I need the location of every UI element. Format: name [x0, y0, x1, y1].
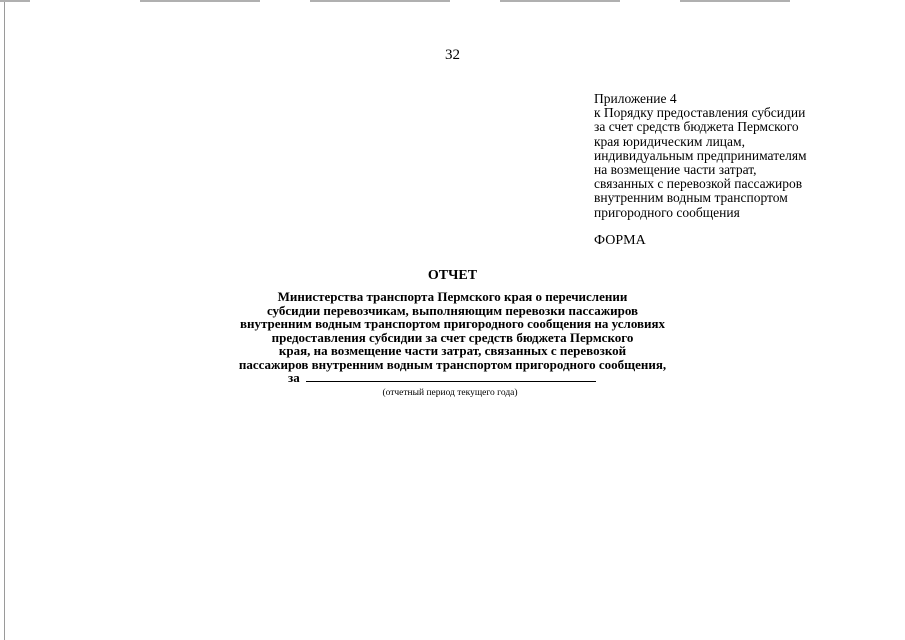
top-edge-mark — [0, 0, 30, 2]
reporting-period-line — [288, 369, 596, 386]
period-prefix: за — [288, 370, 300, 385]
report-line: Министерства транспорта Пермского края о перечислении — [277, 289, 628, 304]
report-line: края, на возмещение части затрат, связанных с перевозкой — [278, 343, 627, 359]
top-edge-mark — [310, 0, 450, 2]
report-title — [0, 268, 905, 284]
appendix-line: внутренним водным транспортом — [594, 190, 788, 206]
top-edge-mark — [680, 0, 790, 2]
report-line: субсидии перевозчикам, выполняющим перевозки пассажиров — [266, 302, 639, 318]
page-number — [0, 47, 905, 64]
period-blank-field — [306, 369, 596, 382]
report-line: пассажиров внутренним водным транспортом пригородного сообщения, — [238, 356, 667, 372]
appendix-line: на возмещение части затрат, — [594, 162, 757, 178]
appendix-line: пригородного сообщения — [594, 204, 740, 220]
report-description — [180, 290, 725, 372]
appendix-line: к Порядку предоставления субсидии — [594, 105, 806, 121]
appendix-line: края юридическим лицам, — [594, 133, 745, 149]
report-line: предоставления субсидии за счет средств бюджета Пермского — [271, 329, 634, 345]
period-caption: (отчетный период текущего года) — [382, 388, 518, 398]
appendix-line: связанных с перевозкой пассажиров — [594, 176, 803, 192]
appendix-line: Приложение 4 — [594, 91, 677, 106]
report-title-text: ОТЧЕТ — [427, 268, 478, 283]
page-number-text: 32 — [445, 47, 460, 63]
report-line: внутренним водным транспортом пригородного сообщения на условиях — [239, 316, 666, 332]
top-edge-mark — [500, 0, 620, 2]
appendix-line: за счет средств бюджета Пермского — [594, 119, 799, 135]
appendix-header — [594, 92, 894, 220]
form-label: ФОРМА — [594, 233, 646, 248]
appendix-line: индивидуальным предпринимателям — [594, 147, 807, 163]
top-edge-mark — [140, 0, 260, 2]
page-left-edge — [4, 0, 5, 640]
